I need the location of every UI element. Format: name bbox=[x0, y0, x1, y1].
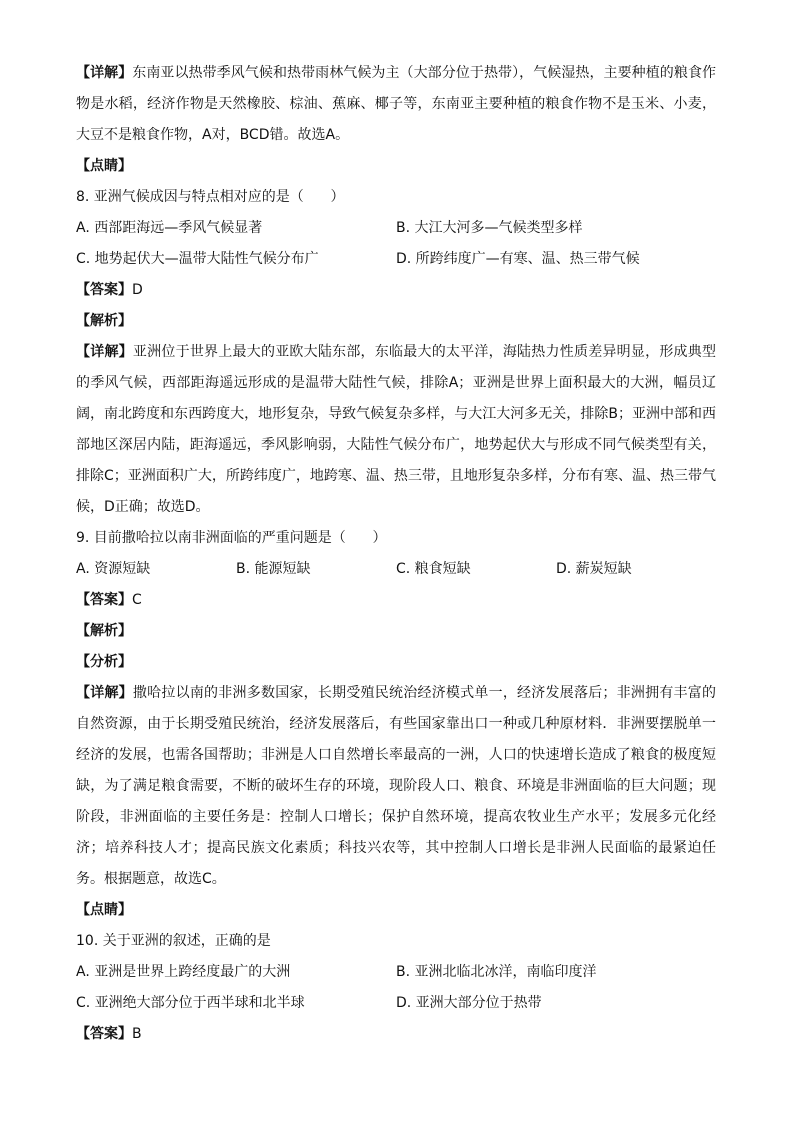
option-a: A. 亚洲是世界上跨经度最广的大洲 bbox=[76, 964, 291, 980]
option-a: A. 资源短缺 bbox=[76, 561, 151, 577]
answer-value: B bbox=[132, 1026, 142, 1042]
detail-tag: 【详解】 bbox=[76, 344, 133, 360]
options-row bbox=[76, 213, 716, 244]
explanation-paragraph bbox=[76, 58, 716, 151]
explanation-text: 亚洲位于世界上最大的亚欧大陆东部，东临最大的太平洋，海陆热力性质差异明显，形成典型的季风气候，西部距海遥远形成的是温带大陆性气候，排除A；亚洲是世界上面积最大的大洲，幅员辽阔，南北跨度和东西跨度大，地形复杂，导致气候复杂多样，与大江大河多无关，排除B；亚洲中部和西部地区深居内陆，距海遥远，季风影响弱，大陆性气候分布广，地势起伏大与形成不同气候类型有关，排除C；亚洲面积广大，所跨纬度广，地跨寒、温、热三带，且地形复杂多样，分布有寒、温、热三带气候，D正确；故选D。 bbox=[76, 344, 717, 515]
question-stem: 9. 目前撒哈拉以南非洲面临的严重问题是（ ） bbox=[76, 530, 387, 546]
option-a: A. 西部距海远—季风气候显著 bbox=[76, 220, 263, 236]
answer-tag: 【答案】 bbox=[76, 1026, 132, 1042]
option-c: C. 亚洲绝大部分位于西半球和北半球 bbox=[76, 995, 305, 1011]
option-d: D. 亚洲大部分位于热带 bbox=[396, 995, 542, 1011]
option-c: C. 地势起伏大—温带大陆性气候分布广 bbox=[76, 251, 319, 267]
note-tag: 【点睛】 bbox=[76, 158, 132, 174]
option-b: B. 亚洲北临北冰洋，南临印度洋 bbox=[396, 964, 597, 980]
answer-line bbox=[76, 1019, 716, 1050]
answer-value: C bbox=[132, 592, 142, 608]
analysis-tag: 【解析】 bbox=[76, 313, 132, 329]
question-stem: 10. 关于亚洲的叙述，正确的是 bbox=[76, 933, 271, 949]
answer-tag: 【答案】 bbox=[76, 592, 132, 608]
explanation-text: 东南亚以热带季风气候和热带雨林气候为主（大部分位于热带），气候湿热，主要种植的粮食作物是水稻，经济作物是天然橡胶、棕油、蕉麻、椰子等，东南亚主要种植的粮食作物不是玉米、小麦，大豆不是粮食作物，A对，BCD错。故选A。 bbox=[76, 65, 717, 143]
option-d: D. 薪炭短缺 bbox=[556, 561, 632, 577]
options-row bbox=[76, 957, 716, 988]
note-tag: 【点睛】 bbox=[76, 902, 132, 918]
option-b: B. 能源短缺 bbox=[236, 561, 311, 577]
detail-tag: 【详解】 bbox=[76, 685, 133, 701]
options-row bbox=[76, 988, 716, 1019]
analysis-tag: 【解析】 bbox=[76, 623, 132, 639]
answer-line bbox=[76, 275, 716, 306]
question-stem: 8. 亚洲气候成因与特点相对应的是（ ） bbox=[76, 189, 345, 205]
option-d: D. 所跨纬度广—有寒、温、热三带气候 bbox=[396, 251, 640, 267]
answer-line bbox=[76, 585, 716, 616]
detail-tag: 【详解】 bbox=[76, 65, 133, 81]
analysis-sub-tag: 【分析】 bbox=[76, 654, 132, 670]
option-b: B. 大江大河多—气候类型多样 bbox=[396, 220, 583, 236]
document-page bbox=[76, 58, 716, 1050]
explanation-paragraph bbox=[76, 678, 716, 895]
options-row bbox=[76, 244, 716, 275]
options-row bbox=[76, 554, 716, 585]
option-c: C. 粮食短缺 bbox=[396, 561, 471, 577]
explanation-text: 撒哈拉以南的非洲多数国家，长期受殖民统治经济模式单一，经济发展落后；非洲拥有丰富的自然资源，由于长期受殖民统治，经济发展落后，有些国家靠出口一种或几种原材料．非洲要摆脱单一经济的发展，也需各国帮助；非洲是人口自然增长率最高的一洲，人口的快速增长造成了粮食的极度短缺，为了满足粮食需要，不断的破坏生存的环境，现阶段人口、粮食、环境是非洲面临的巨大问题；现阶段，非洲面临的主要任务是：控制人口增长；保护自然环境，提高农牧业生产水平；发展多元化经济；培养科技人才；提高民族文化素质；科技兴农等，其中控制人口增长是非洲人民面临的最紧迫任务。根据题意，故选C。 bbox=[76, 685, 717, 887]
answer-tag: 【答案】 bbox=[76, 282, 132, 298]
answer-value: D bbox=[132, 282, 143, 298]
explanation-paragraph bbox=[76, 337, 716, 523]
